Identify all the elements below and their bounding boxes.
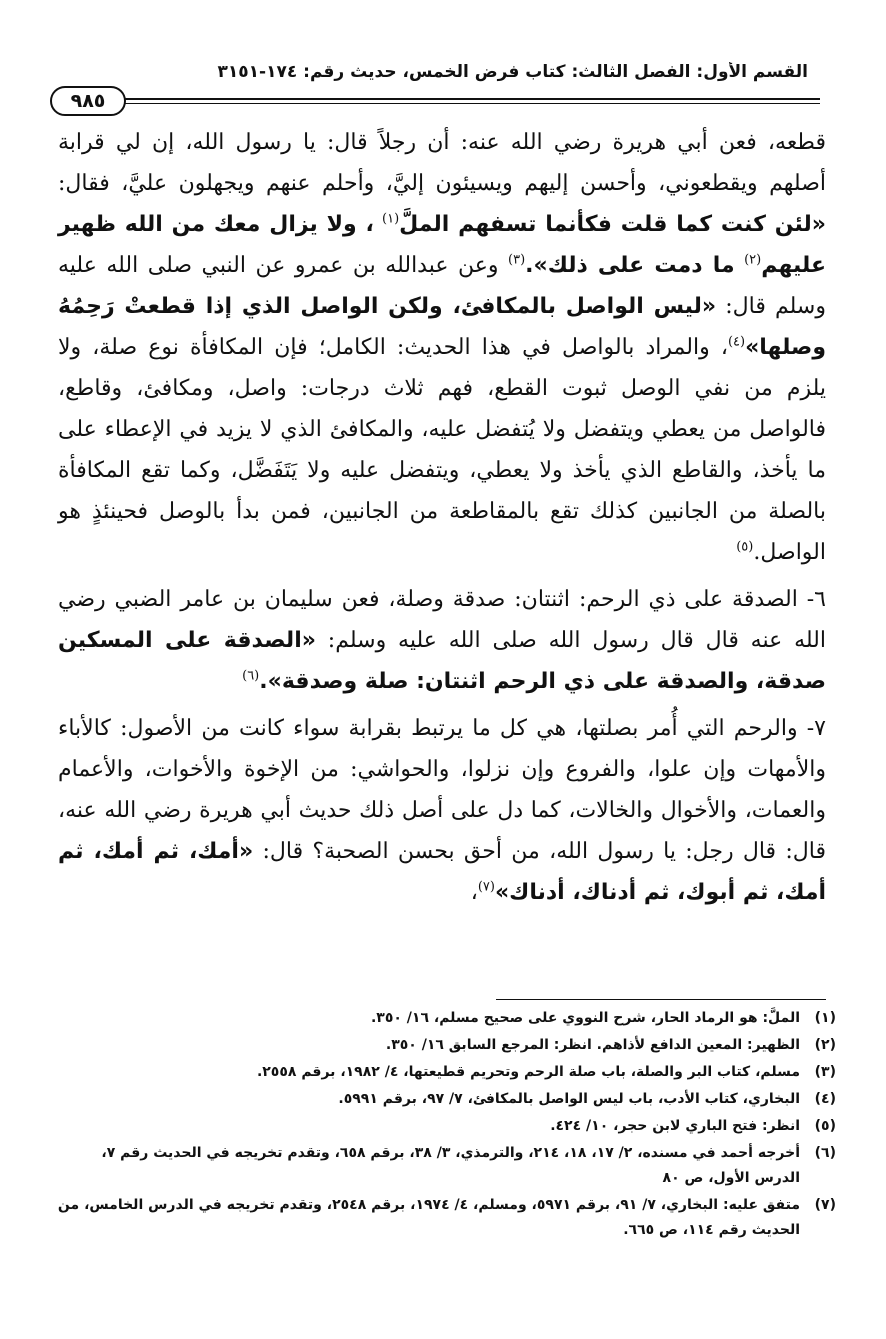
hadith-quote: ما دمت على ذلك».	[525, 253, 735, 278]
paragraph-3	[58, 708, 826, 913]
footnote-ref-7[interactable]: (٧)	[477, 879, 495, 895]
footnote-number: (٤)	[814, 1091, 836, 1107]
footnote	[56, 1060, 836, 1085]
hadith-quote: «الصدقة على المسكين صدقة، والصدقة على ذي الرحم اثنتان: صلة وصدقة».	[58, 628, 826, 694]
footnote	[56, 1087, 836, 1112]
header-rule	[122, 98, 820, 104]
text-run: ،	[470, 880, 478, 905]
text-run: وعن عبدالله بن عمرو عن النبي صلى الله عليه وسلم قال:	[58, 253, 826, 319]
text-run: ٦- الصدقة على ذي الرحم: اثنتان: صدقة وصلة، فعن سليمان بن عامر الضبي رضي الله عنه قال قال رسول الله صلى الله عليه وسلم:	[58, 587, 826, 653]
paragraph-2	[58, 579, 826, 702]
footnote	[56, 1141, 836, 1191]
footnote-text: الملَّ: هو الرماد الحار، شرح النووي على صحيح مسلم، ١٦/ ٣٥٠.	[370, 1010, 800, 1026]
footnote-text: متفق عليه: البخاري، ٧/ ٩١، برقم ٥٩٧١، ومسلم، ٤/ ١٩٧٤، برقم ٢٥٤٨، وتقدم تخريجه في الدرس الخامس، من الحديث رقم ١١٤، ص ٦٦٥.	[57, 1197, 800, 1238]
footnote-text: أخرجه أحمد في مسنده، ٢/ ١٧، ١٨، ٢١٤، والترمذي، ٣/ ٣٨، برقم ٦٥٨، وتقدم تخريجه في الحديث رقم ٧، الدرس الأول، ص ٨٠	[101, 1145, 800, 1186]
text-run: ٧- والرحم التي أُمر بصلتها، هي كل ما يرتبط بقرابة سواء كانت من الأصول: كالأباء والأمهات وإن علوا، والفروع وإن نزلوا، والحواشي: من الإخوة والأخوات، والأعمام والعمات، والأخوال والخالات، كما دل على أصل ذلك حديث أبي هريرة رضي الله عنه، قال: قال رجل: يا رسول الله، من أحق بحسن الصحبة؟ قال:	[58, 716, 826, 864]
footnote-number: (٣)	[814, 1064, 836, 1080]
footnote	[56, 1006, 836, 1031]
footnote-separator	[496, 999, 826, 1000]
page-number: ٩٨٥	[50, 86, 126, 116]
text-run: قطعه، فعن أبي هريرة رضي الله عنه: أن رجلاً قال: يا رسول الله، إن لي قرابة أصلهم ويقطعوني، وأحسن إليهم ويسيئون إليَّ، وأحلم عنهم ويجهلون عليَّ، فقال:	[58, 130, 826, 196]
footnote-number: (٢)	[814, 1037, 836, 1053]
hadith-quote: ، ولا يزال معك من الله ظهير عليهم	[58, 212, 826, 278]
main-text	[58, 122, 826, 919]
footnote-text: البخاري، كتاب الأدب، باب ليس الواصل بالمكافئ، ٧/ ٩٧، برقم ٥٩٩١.	[338, 1091, 800, 1107]
footnote	[56, 1114, 836, 1139]
footnote-text: مسلم، كتاب البر والصلة، باب صلة الرحم وتحريم قطيعتها، ٤/ ١٩٨٢، برقم ٢٥٥٨.	[256, 1064, 800, 1080]
hadith-quote: «لئن كنت كما قلت فكأنما تسفهم الملَّ	[399, 212, 826, 237]
hadith-quote: «ليس الواصل بالمكافئ، ولكن الواصل الذي إذا قطعتْ رَحِمُهُ وصلها»	[58, 294, 826, 360]
footnote-ref-2[interactable]: (٢)	[744, 252, 762, 268]
footnote-text: الظهير: المعين الدافع لأذاهم. انظر: المرجع السابق ١٦/ ٣٥٠.	[385, 1037, 800, 1053]
footnote-ref-6[interactable]: (٦)	[242, 668, 260, 684]
footnote	[56, 1193, 836, 1243]
running-header: القسم الأول: الفصل الثالث: كتاب فرض الخمس، حديث رقم: ١٧٤-٣١٥١	[217, 62, 808, 82]
hadith-quote: «أمك، ثم أمك، ثم أمك، ثم أبوك، ثم أدناك، أدناك»	[58, 839, 826, 905]
paragraph-1	[58, 122, 826, 573]
header-rule-row	[50, 88, 820, 120]
text-run: ، والمراد بالواصل في هذا الحديث: الكامل؛ فإن المكافأة نوع صلة، ولا يلزم من نفي الوصل ثبوت القطع، فهم ثلاث درجات: واصل، ومكافئ، وقاطع، فالواصل من يعطي ويتفضل ولا يُتفضل عليه، والمكافئ الذي لا يزيد في الإعطاء على ما يأخذ، والقاطع الذي يأخذ ولا يعطي، ويتفضل عليه ولا يَتَفَضَّل، وكما تقع المكافأة بالصلة من الجانبين كذلك تقع بالمقاطعة من الجانبين، فمن بدأ بالوصل فحينئذٍ هو الواصل.	[58, 335, 826, 565]
footnote-ref-4[interactable]: (٤)	[727, 334, 746, 350]
footnote-number: (٦)	[814, 1145, 836, 1161]
footnote-ref-1[interactable]: (١)	[382, 211, 400, 227]
footnote-number: (٥)	[814, 1118, 836, 1134]
footnote-text: انظر: فتح الباري لابن حجر، ١٠/ ٤٢٤.	[550, 1118, 800, 1134]
footnote-number: (٧)	[814, 1197, 836, 1213]
footnote-ref-5[interactable]: (٥)	[736, 539, 754, 555]
footnote-ref-3[interactable]: (٣)	[508, 252, 526, 268]
footnote	[56, 1033, 836, 1058]
footnotes	[56, 1006, 836, 1245]
footnote-number: (١)	[814, 1010, 836, 1026]
